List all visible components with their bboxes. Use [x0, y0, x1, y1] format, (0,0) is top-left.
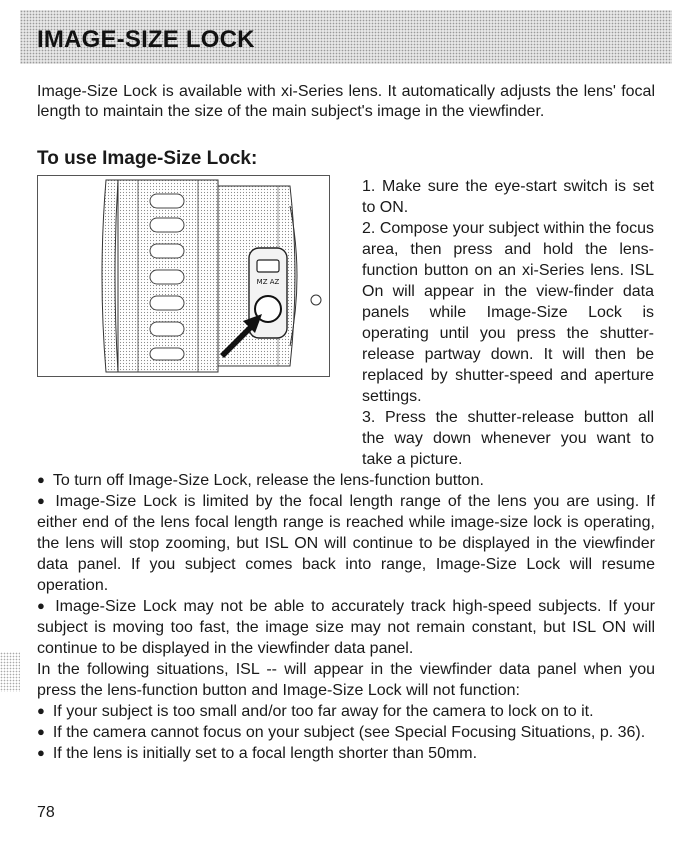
note-item: ● To turn off Image-Size Lock, release the lens-function button.	[37, 472, 484, 489]
note-item: ● Image-Size Lock is limited by the focal length range of the lens you are using. If either end of the lens focal length range is reached while image-size lock is operating, the lens will stop zooming, but ISL ON will continue to be displayed in the viewfinder data panel. If you subject comes back into range, Image-Size Lock will resume operation.	[37, 493, 655, 594]
bullet-icon: ●	[37, 472, 45, 487]
bullet-icon: ●	[37, 724, 45, 739]
lens-illustration	[37, 175, 330, 377]
note-item: ● Image-Size Lock may not be able to accurately track high-speed subjects. If your subject is moving too fast, the image size may not remain constant, but ISL ON will continue to be displayed in the viewfinder data panel.	[37, 598, 655, 657]
bullet-icon: ●	[37, 493, 48, 508]
note-intro: In the following situations, ISL -- will appear in the viewfinder data panel when you press the lens-function button and Image-Size Lock will not function:	[37, 661, 655, 699]
intro-paragraph: Image-Size Lock is available with xi-Series lens. It automatically adjusts the lens' focal length to maintain the size of the main subject's image in the viewfinder.	[37, 83, 655, 120]
lens-barrel-icon	[38, 176, 329, 376]
note-item: ● If your subject is too small and/or too far away for the camera to lock on to it.	[37, 703, 594, 720]
notes-list	[37, 470, 655, 764]
margin-mark	[0, 652, 20, 692]
note-item: ● If the camera cannot focus on your subject (see Special Focusing Situations, p. 36).	[37, 724, 646, 741]
step-3: 3. Press the shutter-release button all the way down whenever you want to take a picture.	[362, 409, 654, 468]
note-item: ● If the lens is initially set to a focal length shorter than 50mm.	[37, 745, 478, 762]
step-2: 2. Compose your subject within the focus area, then press and hold the lens-function button on an xi-Series lens. ISL On will appear in the view-finder data panels while Image-Size Lock is operating until you press the shutter-release partway down. It will then be replaced by shutter-speed and aperture settings.	[362, 220, 654, 405]
page-number: 78	[37, 804, 55, 821]
bullet-icon: ●	[37, 703, 45, 718]
bullet-icon: ●	[37, 598, 48, 613]
section-heading: To use Image-Size Lock:	[37, 148, 258, 169]
bullet-icon: ●	[37, 745, 45, 760]
switch-label: MZ AZ	[256, 278, 280, 286]
step-1: 1. Make sure the eye-start switch is set to ON.	[362, 178, 654, 216]
steps-list	[362, 176, 654, 470]
page-title: IMAGE-SIZE LOCK	[37, 26, 255, 53]
